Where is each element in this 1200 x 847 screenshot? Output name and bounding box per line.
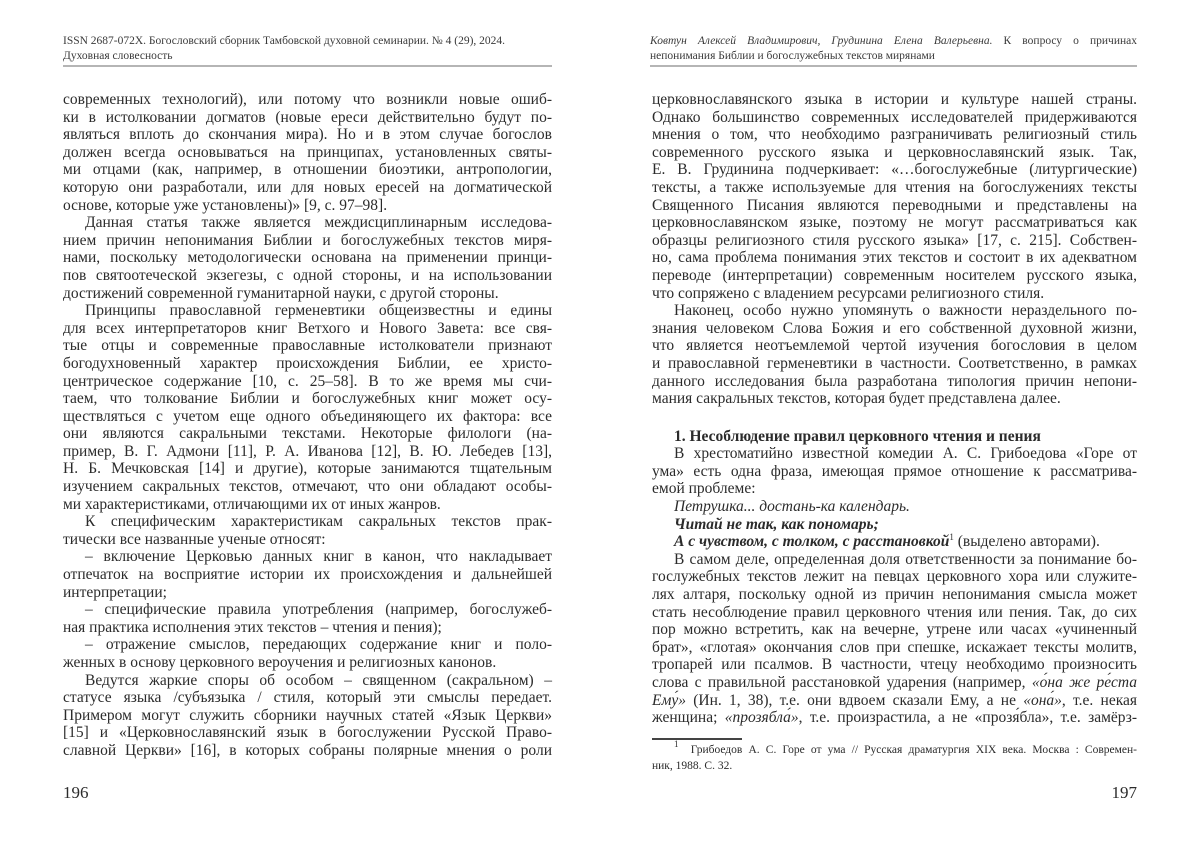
text-line: Ведутся жаркие споры об особом – священном (сакральном) –: [63, 672, 552, 690]
footnote-text: Грибоедов А. С. Горе от ума // Русская драматургия XIX века. Москва : Современ-: [691, 744, 1137, 756]
text-line: что сопряжено с владением ресурсами религиозного стиля.: [652, 285, 1137, 303]
text-line: церковнославянском языке, поэтому не могут рассматриваться как: [652, 214, 1137, 232]
header-divider: [650, 65, 1137, 67]
footnote-marker: 1: [674, 739, 679, 749]
authors: Ковтун Алексей Владимирович, Грудинина Елена Валерьевна.: [650, 35, 992, 47]
text-segment: (Ин. 1, 38), т.е. они вдвоем сказали Ему, а не: [686, 692, 1023, 709]
text-line: статусе языка /субъязыка / стиля, который эти смыслы передает.: [63, 689, 552, 707]
text-line: [652, 533, 1137, 551]
text-line: емой проблеме:: [652, 480, 1137, 498]
text-segment: слова с правильной расстановкой ударения (например,: [652, 674, 1032, 691]
text-line: и православной герменевтики в частности. Соответственно, в рамках: [652, 355, 1137, 373]
text-line: тексты, а также используемые для чтения на богослужениях тексты: [652, 179, 1137, 197]
text-line: Однако большинство современных исследователей придерживаются: [652, 109, 1137, 127]
running-header-right: [650, 34, 1137, 64]
text-segment: 1. Несоблюдение правил церковного чтения и пения: [674, 428, 1041, 445]
text-line: интерпретации;: [63, 584, 552, 602]
text-line: ума» есть одна фраза, имеющая прямое отношение к рассматрива-: [652, 463, 1137, 481]
text-line: центрическое содержание [10, с. 25–58]. В то же время мы счи-: [63, 373, 552, 391]
left-page-body: [63, 91, 552, 760]
footnote-divider: [652, 738, 742, 740]
text-line: они являются сакральными текстами. Некоторые филологи (на-: [63, 425, 552, 443]
text-line: – специфические правила употребления (например, богослужеб-: [63, 601, 552, 619]
page-number: 196: [63, 783, 89, 803]
text-line: гослужебных текстов лежит на певцах церковного хора или служите-: [652, 568, 1137, 586]
text-line: являться вплоть до скончания мира). Но и в этом случае богослов: [63, 126, 552, 144]
footnote-line: ник, 1988. С. 32.: [652, 758, 1137, 774]
text-line: Е. В. Грудинина подчеркивает: «…богослужебные (литургические): [652, 161, 1137, 179]
text-line: изучением сакральных текстов, отмечают, что они обладают особы-: [63, 478, 552, 496]
blank-line: [652, 408, 1137, 428]
text-line: славной Церкви» [16], в которых собраны полярные мнения о роли: [63, 742, 552, 760]
text-line: Наконец, особо нужно упомянуть о важности нераздельного по-: [652, 302, 1137, 320]
text-line: которую они разработали, или для новых ересей на догматической: [63, 179, 552, 197]
text-line: тропарей или псалмов. В частности, чтецу необходимо произносить: [652, 656, 1137, 674]
text-line: Данная статья также является междисциплинарным исследова-: [63, 214, 552, 232]
text-line: лях алтаря, поскольку одной из причин непонимания смысла может: [652, 586, 1137, 604]
text-line: стать несоблюдение правил церковного чтения или пения. Так, до сих: [652, 604, 1137, 622]
text-segment: Петрушка... достань-ка календарь.: [674, 498, 910, 515]
text-line: [652, 516, 1137, 534]
footnote: [652, 742, 1137, 774]
text-line: знания человеком Слова Божия и его собственной духовной жизни,: [652, 320, 1137, 338]
text-segment: А с чувством, с толком, с расстановкой: [674, 533, 949, 550]
text-line: Н. Б. Мечковская [14] и другие), которые занимаются тщательным: [63, 460, 552, 478]
text-line: современного русского языка и церковнославянский язык. Так,: [652, 144, 1137, 162]
text-line: В хрестоматийно известной комедии А. С. Грибоедова «Горе от: [652, 445, 1137, 463]
page-number: 197: [1106, 783, 1137, 803]
article-title-part: К вопросу о причинах: [992, 35, 1137, 47]
article-header-line: [650, 34, 1137, 49]
article-title-part: непонимания Библии и богослужебных текстов мирянами: [650, 49, 1137, 64]
text-line: данного исследования была разработана типология причин непони-: [652, 373, 1137, 391]
text-line: пов святоотеческой экзегезы, с одной стороны, и на использовании: [63, 267, 552, 285]
text-line: – включение Церковью данных книг в канон, что накладывает: [63, 548, 552, 566]
text-line: – отражение смыслов, передающих содержание книг и поло-: [63, 636, 552, 654]
text-line: достижений современной гуманитарной науки, с другой стороны.: [63, 285, 552, 303]
journal-title: ISSN 2687-072X. Богословский сборник Тамбовской духовной семинарии. № 4 (29), 2024.: [63, 34, 552, 49]
running-header-left: [63, 34, 552, 64]
text-line: что является неотъемлемой чертой изучения богословия в целом: [652, 337, 1137, 355]
text-line: Принципы православной герменевтики общеизвестны и едины: [63, 302, 552, 320]
text-segment: «прозябла́»: [725, 709, 799, 726]
text-line: Примером могут служить сборники научных статей «Язык Церкви»: [63, 707, 552, 725]
text-line: ми характеристиками, отличающими их от иных жанров.: [63, 496, 552, 514]
section-heading: [652, 428, 1137, 446]
text-line: нами, поскольку методологически основана на применении принци-: [63, 249, 552, 267]
text-line: но, сама проблема понимания этих текстов и состоит в их адекватном: [652, 249, 1137, 267]
text-segment: Читай не так, как пономарь;: [674, 516, 879, 533]
text-segment: женщина;: [652, 709, 725, 726]
text-line: [652, 709, 1137, 727]
text-segment: (выделено авторами).: [954, 533, 1100, 550]
text-line: мнения о том, что необходимо разграничивать религиозный стиль: [652, 126, 1137, 144]
text-line: образцы религиозного стиля русского языка» [17, с. 215]. Собствен-: [652, 232, 1137, 250]
text-line: пор можно встретить, как на вечерне, утрене или часах «учиненный: [652, 621, 1137, 639]
footnote-line: [652, 742, 1137, 758]
text-line: должен всегда основываться на принципах, установленных святы-: [63, 144, 552, 162]
text-line: В самом деле, определенная доля ответственности за понимание бо-: [652, 551, 1137, 569]
text-line: тые отцы и современные православные истолкователи признают: [63, 337, 552, 355]
text-line: тически все названные ученые относят:: [63, 531, 552, 549]
text-line: ная практика исполнения этих текстов – чтения и пения);: [63, 619, 552, 637]
footnote-reference[interactable]: 1: [949, 532, 954, 542]
text-line: ми отцами (как, например, в отношении биоэтики, антропологии,: [63, 161, 552, 179]
text-line: Священного Писания являются переводными и представлены на: [652, 197, 1137, 215]
text-segment: Ему́»: [652, 692, 686, 709]
text-line: ки в истолковании догматов (новые ереси действительно будут по-: [63, 109, 552, 127]
text-line: отпечаток на восприятие истории их происхождения и дальнейшей: [63, 566, 552, 584]
right-page-body: [652, 91, 1137, 727]
header-divider: [63, 65, 552, 67]
text-line: пример, В. Г. Адмони [11], Р. А. Иванова [12], В. Ю. Лебедев [13],: [63, 443, 552, 461]
text-line: женных в основу церковного вероучения и религиозных канонов.: [63, 654, 552, 672]
text-line: мания сакральных текстов, которая будет представлена далее.: [652, 390, 1137, 408]
text-line: таем, что толкование Библии и богослужебных книг может осу-: [63, 390, 552, 408]
text-line: К специфическим характеристикам сакральных текстов прак-: [63, 513, 552, 531]
text-line: [652, 674, 1137, 692]
text-line: церковнославянского языка в истории и культуре нашей страны.: [652, 91, 1137, 109]
text-line: [15] и «Церковнославянский язык в богослужении Русской Право-: [63, 724, 552, 742]
text-line: богодухновенный характер происхождения Библии, ее христо-: [63, 355, 552, 373]
text-line: [652, 498, 1137, 516]
text-line: ществляться с учетом еще одного объединяющего их фактора: все: [63, 408, 552, 426]
text-line: для всех интерпретаторов книг Ветхого и Нового Завета: все свя-: [63, 320, 552, 338]
text-line: [652, 692, 1137, 710]
text-line: нием причин непонимания Библии и богослужебных текстов миря-: [63, 232, 552, 250]
text-line: основе, которые уже установлены)» [9, с. 97–98].: [63, 197, 552, 215]
text-segment: «она́»: [1023, 692, 1062, 709]
section-name: Духовная словесность: [63, 49, 552, 64]
text-line: современных технологий), или потому что возникли новые ошиб-: [63, 91, 552, 109]
text-segment: «о́на же ре́ста: [1032, 674, 1137, 691]
text-line: переводе (интерпретации) современным носителем русского языка,: [652, 267, 1137, 285]
text-segment: , т.е. некая: [1062, 692, 1137, 709]
text-segment: , т.е. произрастила, а не «прозя́бла», т.е. замёрз-: [799, 709, 1137, 726]
text-line: брат», «глотая» окончания слов при спешке, искажает тексты молитв,: [652, 639, 1137, 657]
